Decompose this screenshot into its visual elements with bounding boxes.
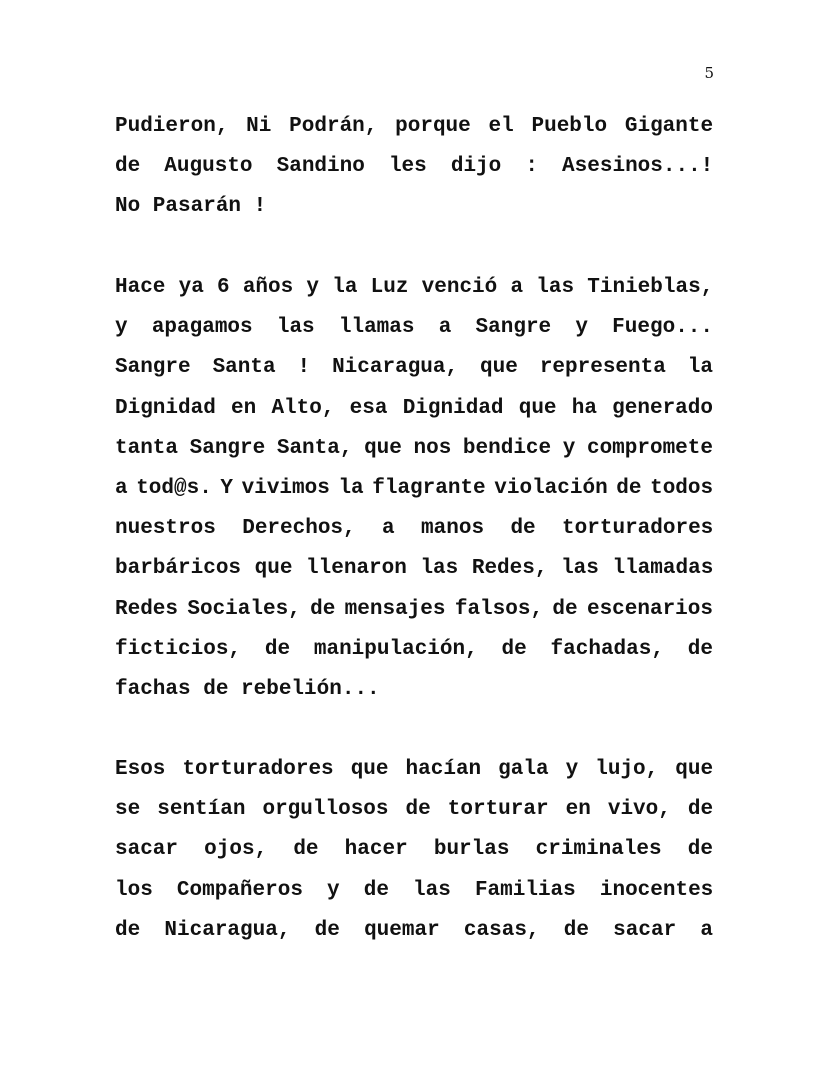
text-line: Dignidad en Alto, esa Dignidad que ha generado: [115, 396, 713, 420]
text-line: Redes Sociales, de mensajes falsos, de escenarios: [115, 597, 713, 621]
paragraph-1: [115, 107, 713, 228]
text-line: No Pasarán !: [115, 195, 267, 219]
text-line: Sangre Santa ! Nicaragua, que representa la: [115, 356, 713, 380]
text-line: de Nicaragua, de quemar casas, de sacar a: [115, 918, 713, 942]
paragraph-3: [115, 750, 713, 951]
text-line: Pudieron, Ni Podrán, porque el Pueblo Gigante: [115, 115, 714, 138]
paragraph-2: [115, 268, 713, 710]
text-line: Esos torturadores que hacían gala y lujo, que: [115, 758, 714, 781]
text-line: Hace ya 6 años y la Luz venció a las Tinieblas,: [115, 276, 714, 299]
text-line: fachas de rebelión...: [115, 677, 380, 701]
text-line: tanta Sangre Santa, que nos bendice y compromete: [115, 436, 713, 460]
text-line: y apagamos las llamas a Sangre y Fuego...: [115, 316, 713, 340]
text-line: barbáricos que llenaron las Redes, las llamadas: [115, 557, 714, 581]
text-line: se sentían orgullosos de torturar en vivo, de: [115, 798, 714, 822]
text-line: ficticios, de manipulación, de fachadas, de: [115, 637, 713, 661]
text-line: sacar ojos, de hacer burlas criminales de: [115, 838, 713, 862]
text-line: a tod@s. Y vivimos la flagrante violación de todos: [115, 476, 714, 500]
text-line: los Compañeros y de las Familias inocentes: [115, 878, 714, 902]
text-line: de Augusto Sandino les dijo : Asesinos...!: [115, 155, 714, 179]
text-line: nuestros Derechos, a manos de torturadores: [115, 517, 714, 541]
page-number: 5: [704, 64, 714, 82]
